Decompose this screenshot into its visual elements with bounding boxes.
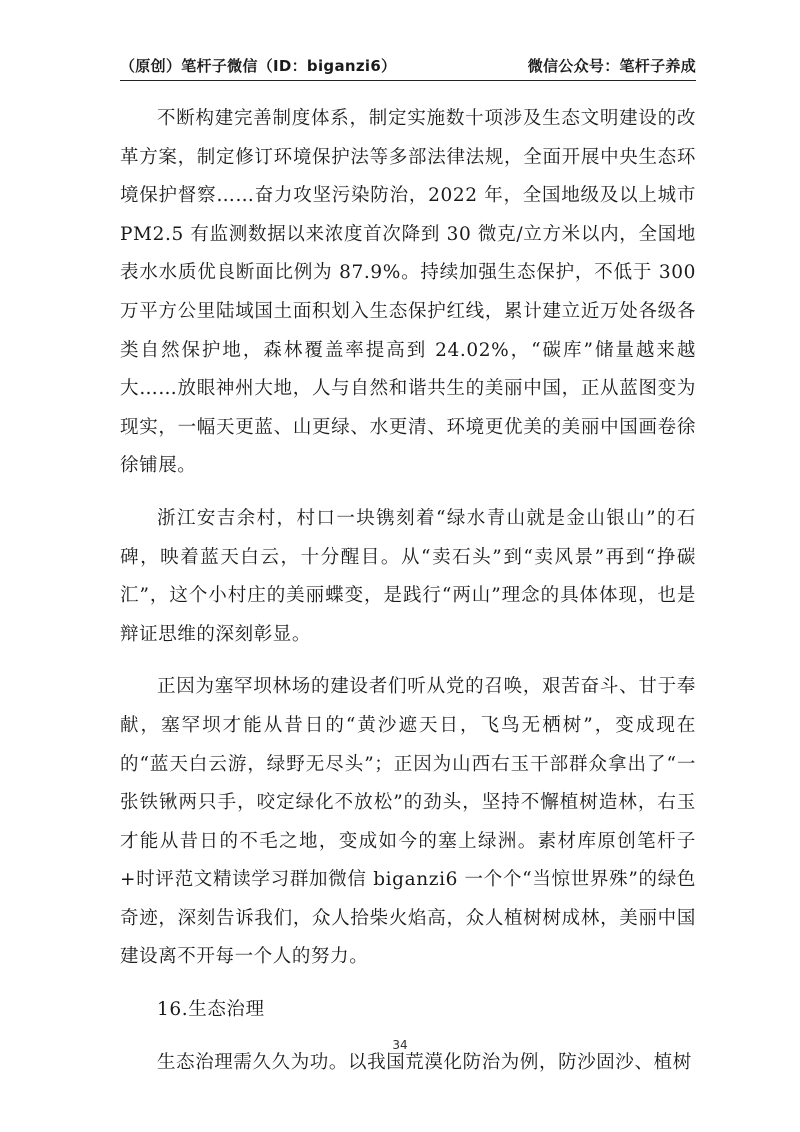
page-number: 34 [392, 1038, 408, 1052]
paragraph-ecological-achievements: 不断构建完善制度体系，制定实施数十项涉及生态文明建设的改革方案，制定修订环境保护法等多部法律法规，全面开展中央生态环境保护督察……奋力攻坚污染防治，2022 年，全国地级及以上城市 PM2.5 有监测数据以来浓度首次降到 30 微克/立方米以内，全国地表水水质优良断面比例为 87.9%。持续加强生态保护，不低于 300 万平方公里陆域国土面积划入生态保护红线，累计建立近万处各级各类自然保护地，森林覆盖率提高到 24.02%，“碳库”储量越来越大……放眼神州大地，人与自然和谐共生的美丽中国，正从蓝图变为现实，一幅天更蓝、山更绿、水更清、环境更优美的美丽中国画卷徐徐铺展。 [120, 108, 696, 477]
paragraph-saihanba-youyu: 正因为塞罕坝林场的建设者们听从党的召唤，艰苦奋斗、甘于奉献，塞罕坝才能从昔日的“黄沙遮天日，飞鸟无栖树”，变成现在的“蓝天白云游，绿野无尽头”；正因为山西右玉干部群众拿出了“一张铁锹两只手，咬定绿化不放松”的劲头，坚持不懈植树造林，右玉才能从昔日的不毛之地，变成如今的塞上绿洲。素材库原创笔杆子+时评范文精读学习群加微信 biganzi6 一个个“当惊世界殊”的绿色奇迹，深刻告诉我们，众人拾柴火焰高，众人植树树成林，美丽中国建设离不开每一个人的努力。 [120, 676, 696, 968]
paragraph-ecological-governance: 生态治理需久久为功。以我国荒漠化防治为例，防沙固沙、植树 [157, 1051, 692, 1073]
document-body [120, 100, 696, 1096]
paragraph-yucun-village: 浙江安吉余村，村口一块镌刻着“绿水青山就是金山银山”的石碑，映着蓝天白云，十分醒目。从“卖石头”到“卖风景”再到“挣碳汇”，这个小村庄的美丽蝶变，是践行“两山”理念的具体体现，也是辩证思维的深刻彰显。 [120, 507, 696, 645]
header-source: （原创）笔杆子微信（ID：biganzi6） [120, 57, 397, 75]
header-account: 微信公众号：笔杆子养成 [527, 57, 696, 75]
page-header [120, 52, 696, 81]
section-heading-ecological-governance: 16.生态治理 [157, 999, 265, 1021]
